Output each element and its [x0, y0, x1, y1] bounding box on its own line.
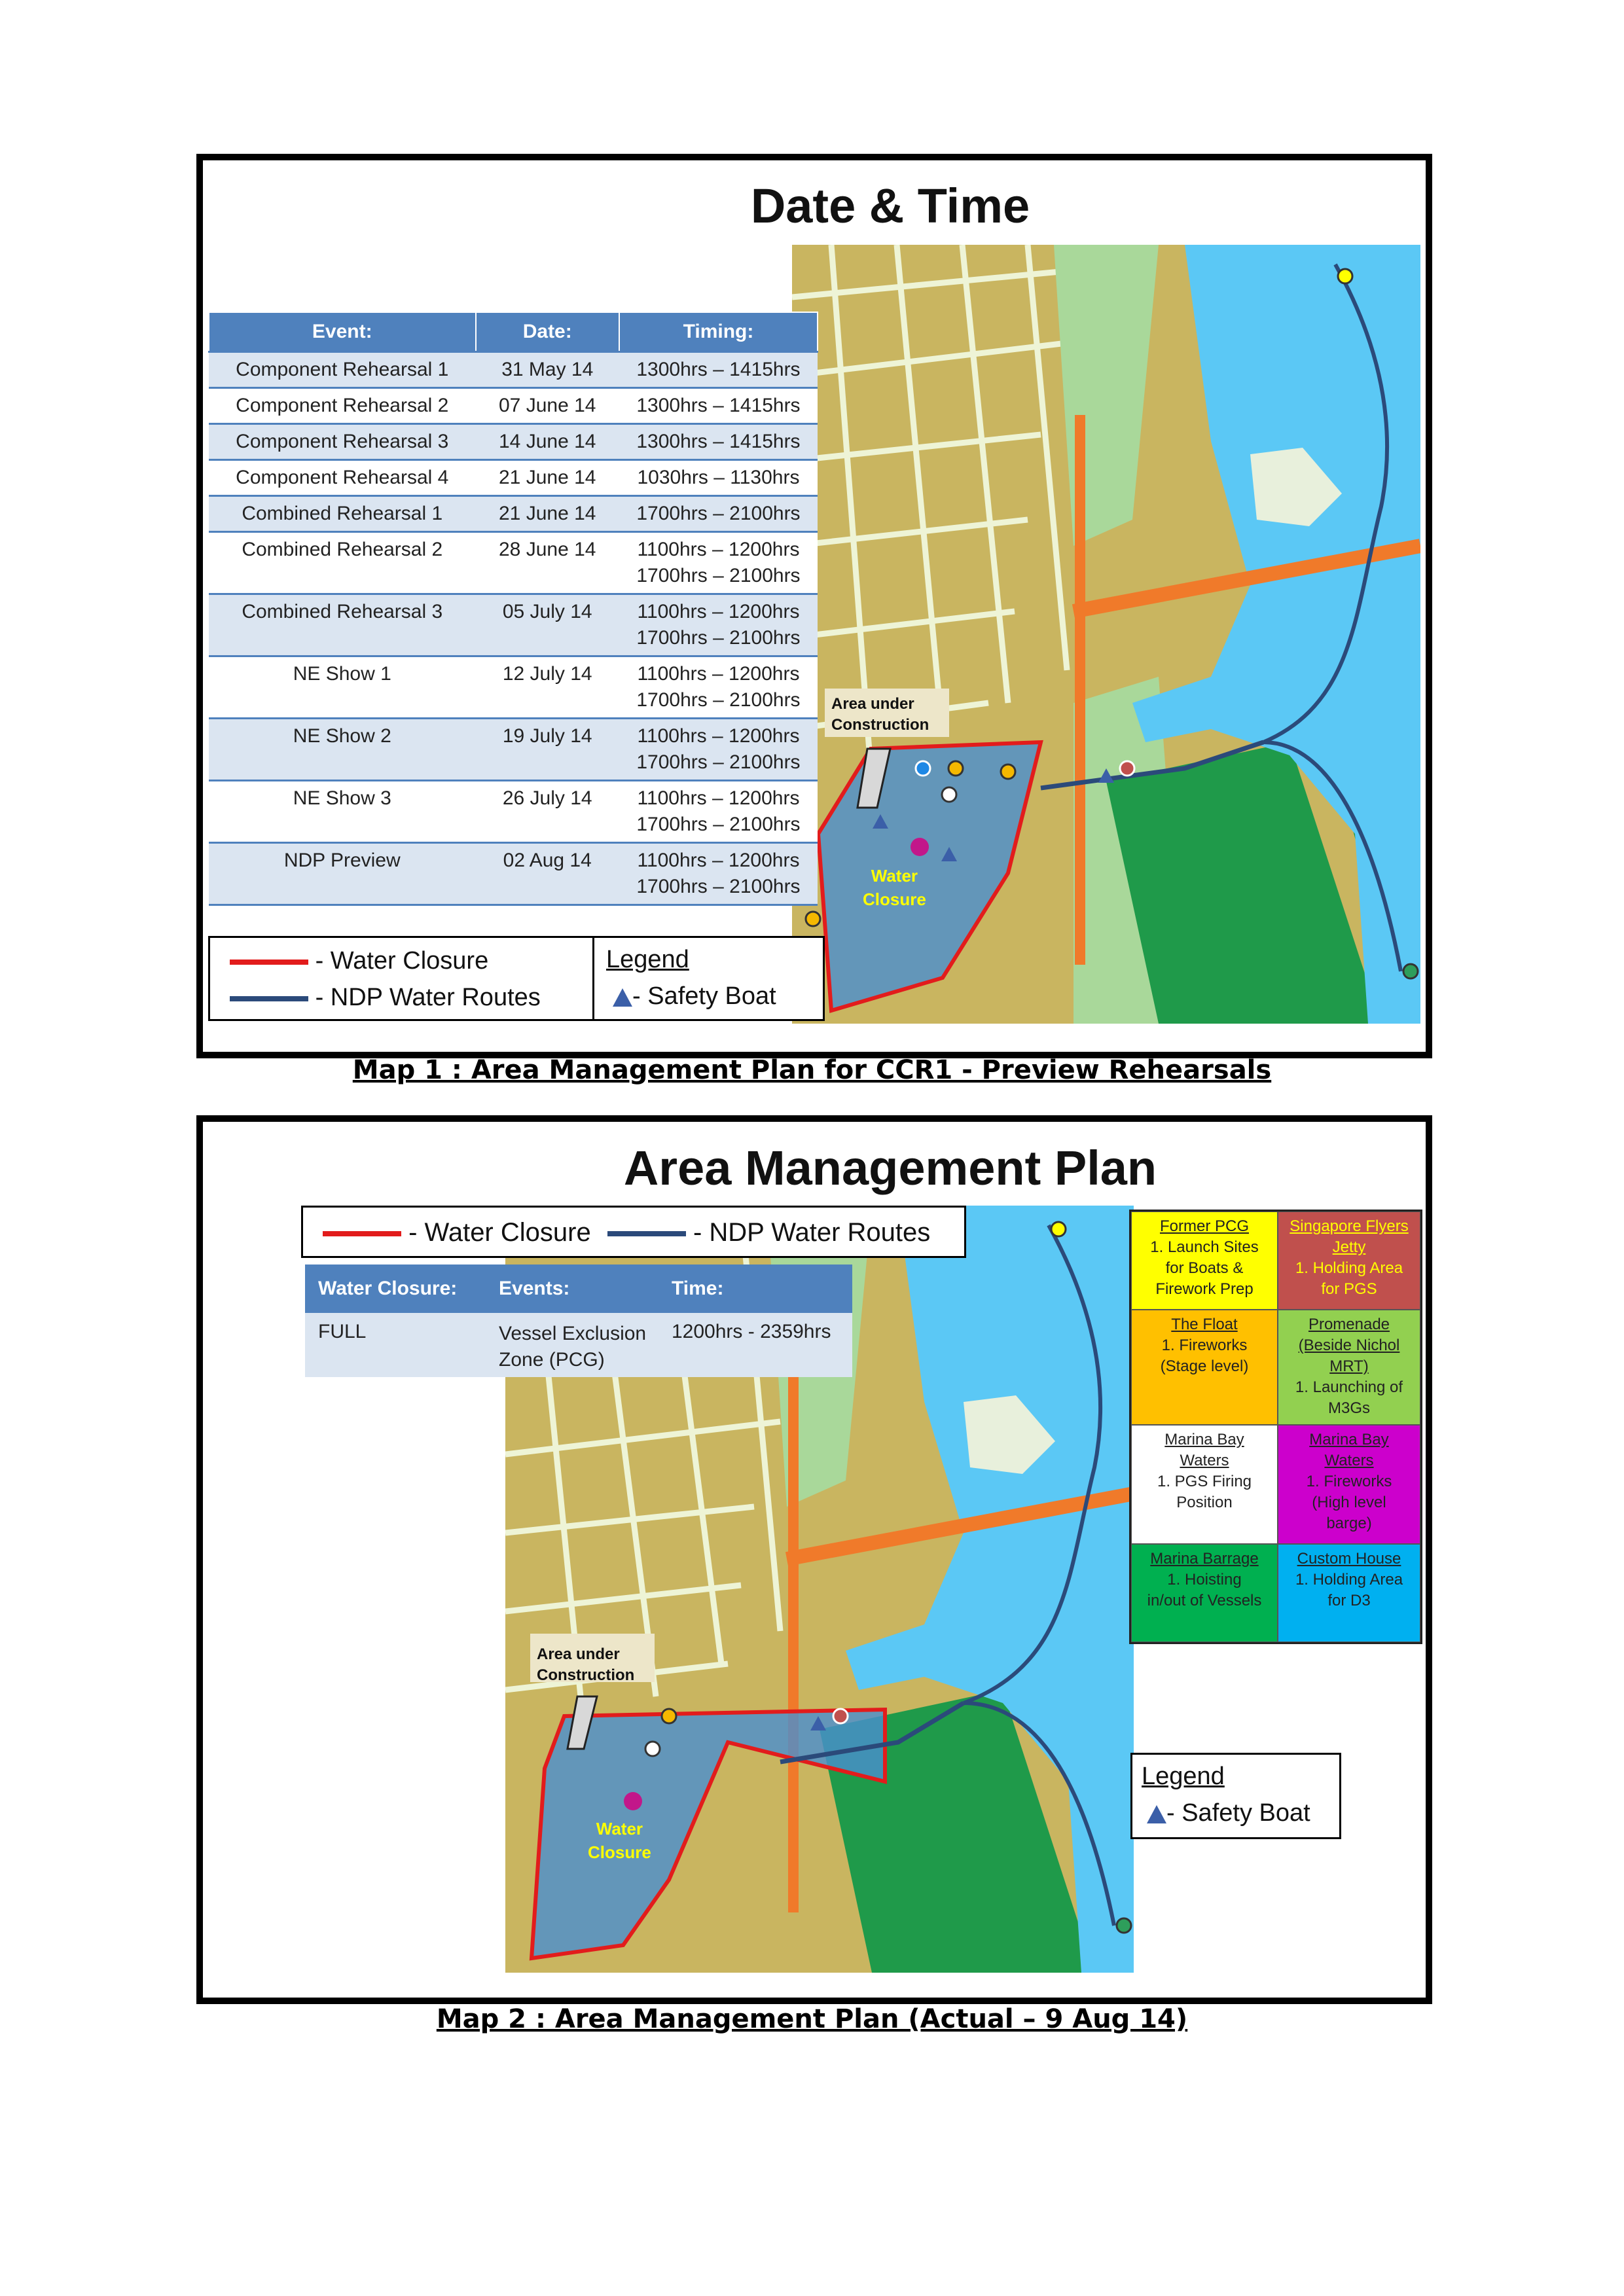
map2-title: Area Management Plan: [623, 1141, 1157, 1195]
map1-route-legend: - Water Closure - NDP Water Routes: [208, 936, 594, 1021]
ndp-route-line-icon: [230, 996, 308, 1001]
map1-water-closure-label: Water Closure: [863, 866, 926, 909]
zone-former-pcg: Former PCG 1. Launch Sites for Boats & Firework Prep: [1131, 1211, 1278, 1310]
zone-custom-house: Custom House 1. Holding Area for D3: [1278, 1544, 1420, 1642]
map2-legend: Legend - Safety Boat: [1130, 1753, 1341, 1839]
schedule-row: NE Show 1 12 July 14 1100hrs – 1200hrs 1700hrs – 2100hrs: [209, 656, 818, 719]
schedule-header-timing: Timing:: [619, 312, 818, 352]
schedule-row: Component Rehearsal 4 21 June 14 1030hrs – 1130hrs: [209, 460, 818, 496]
schedule-row: Combined Rehearsal 1 21 June 14 1700hrs – 2100hrs: [209, 496, 818, 532]
map2-caption: Map 2 : Area Management Plan (Actual – 9 Aug 14): [436, 2004, 1188, 2034]
schedule-row: Component Rehearsal 3 14 June 14 1300hrs – 1415hrs: [209, 424, 818, 460]
map1-title: Date & Time: [750, 179, 1030, 233]
schedule-row: Component Rehearsal 2 07 June 14 1300hrs – 1415hrs: [209, 388, 818, 424]
schedule-table: [208, 312, 818, 906]
schedule-row: NE Show 2 19 July 14 1100hrs – 1200hrs 1700hrs – 2100hrs: [209, 719, 818, 781]
schedule-header-event: Event:: [209, 312, 476, 352]
ndp-route-line-icon: [607, 1231, 686, 1236]
schedule-row: Combined Rehearsal 3 05 July 14 1100hrs – 1200hrs 1700hrs – 2100hrs: [209, 594, 818, 656]
map2-area-label: Area under Construction: [537, 1645, 635, 1684]
safety-boat-icon: [1147, 1805, 1166, 1823]
safety-boat-icon: [613, 988, 632, 1007]
schedule-row: NDP Preview 02 Aug 14 1100hrs – 1200hrs 1700hrs – 2100hrs: [209, 843, 818, 905]
zone-promenade: Promenade (Beside Nichol MRT) 1. Launching of M3Gs: [1278, 1310, 1420, 1425]
zone-the-float: The Float 1. Fireworks (Stage level): [1131, 1310, 1278, 1425]
water-closure-line-icon: [230, 960, 308, 965]
map1-legend: Legend - Safety Boat: [592, 936, 825, 1021]
schedule-header-row: [209, 312, 818, 352]
zone-marina-bay-waters-pgs: Marina Bay Waters 1. PGS Firing Position: [1131, 1425, 1278, 1544]
zone-grid: [1129, 1210, 1422, 1644]
closure-header-row: Water Closure: Events: Time:: [305, 1265, 852, 1313]
map2-water-closure-label: Water Closure: [588, 1819, 651, 1862]
schedule-row: Component Rehearsal 1 31 May 14 1300hrs – 1415hrs: [209, 352, 818, 388]
map1-area-label: Area under Construction: [831, 695, 929, 734]
closure-table: [305, 1265, 852, 1377]
map1-caption: Map 1 : Area Management Plan for CCR1 - Preview Rehearsals: [352, 1055, 1272, 1085]
zone-marina-barrage: Marina Barrage 1. Hoisting in/out of Vessels: [1131, 1544, 1278, 1642]
zone-singapore-flyers-jetty: Singapore Flyers Jetty 1. Holding Area for PGS: [1278, 1211, 1420, 1310]
water-closure-line-icon: [323, 1231, 401, 1236]
schedule-row: NE Show 3 26 July 14 1100hrs – 1200hrs 1700hrs – 2100hrs: [209, 781, 818, 843]
schedule-header-date: Date:: [476, 312, 619, 352]
closure-row: FULL Vessel Exclusion Zone (PCG) 1200hrs - 2359hrs: [305, 1313, 852, 1377]
zone-marina-bay-waters-fireworks: Marina Bay Waters 1. Fireworks (High level barge): [1278, 1425, 1420, 1544]
map2-route-legend: - Water Closure - NDP Water Routes: [301, 1206, 966, 1258]
schedule-row: Combined Rehearsal 2 28 June 14 1100hrs – 1200hrs 1700hrs – 2100hrs: [209, 532, 818, 594]
